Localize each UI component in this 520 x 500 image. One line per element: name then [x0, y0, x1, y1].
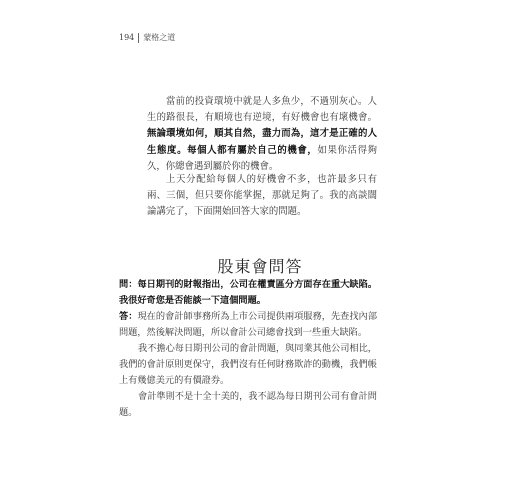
paragraph-1: 當前的投資環境中就是人多魚少，不過別灰心。人生的路很長，有順境也有逆境，有好機會也有壞機會。無論環境如何，順其自然，盡力而為，這才是正確的人生態度。每個人都有屬於自己的機會，如果你活得夠久，你總會遇到屬於你的機會。 — [147, 96, 377, 172]
answer-paragraph-2: 我不擔心每日期刊公司的會計問題，與同業其他公司相比，我們的會計原則更保守，我們沒有任何財務欺詐的動機，我們帳上有幾億美元的有價證券。 — [119, 343, 377, 386]
question-label: 問： — [119, 279, 138, 290]
question-text: 每日期刊的財報指出，公司在權責區分方面存在重大缺陷。我很好奇您是否能談一下這個問題。 — [119, 279, 378, 306]
header-divider — [138, 33, 139, 43]
body-paragraph-2 — [147, 172, 377, 221]
question — [119, 277, 377, 309]
paragraph-2: 上天分配給每個人的好機會不多，也許最多只有兩、三個，但只要你能掌握，那就足夠了。我的高談闊論講完了，下面開始回答大家的問題。 — [147, 174, 377, 218]
answer-paragraph-3: 會計準則不是十全十美的，我不認為每日期刊公司有會計問題。 — [119, 391, 377, 418]
answer-label: 答： — [119, 311, 138, 322]
qa-section — [119, 277, 377, 421]
book-title: 蒙格之道 — [143, 33, 176, 42]
running-header — [119, 32, 175, 43]
body-paragraph-1 — [147, 94, 377, 175]
section-title: 股東會問答 — [217, 257, 303, 276]
answer-text: 現在的會計師事務所為上市公司提供兩項服務，先查找內部問題，然後解決問題，所以會計公司總會找到一些重大缺陷。 — [119, 311, 378, 338]
page-number: 194 — [119, 33, 135, 42]
answer — [119, 309, 377, 341]
emphasis-text: 無論環境如何，順其自然，盡力而為，這才是正確的人生態度。每個人都有屬於自己的機會， — [147, 128, 377, 156]
